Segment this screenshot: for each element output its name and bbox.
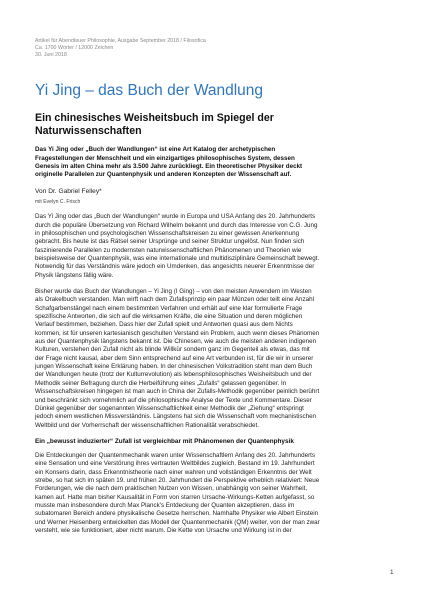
paragraph-line: Forderungen, wie die nach dem praktischen Nutzen von Wissen, unabhängig von seiner Wahrheit, bbox=[35, 485, 308, 493]
paragraph-line: kamen auf. Hatte man bisher Kausalität in Form von starren Ursache-Wirkungs-Ketten aufgefasst, so bbox=[35, 493, 315, 501]
article-meta bbox=[35, 38, 397, 59]
page-number: 1 bbox=[390, 569, 394, 576]
paragraph-line: kommen, ist für unseren kartesianisch geschulten Verstand ein Problem, auch wenn dieses Phänomen bbox=[35, 329, 320, 337]
meta-line-date: 30. Juni 2018 bbox=[35, 52, 67, 58]
lead-line: Genesis im alten China mehr als 3.500 Jahre zurückliegt. Ein theoretischer Physiker deckt bbox=[35, 163, 303, 171]
paragraph-line: Wissenschaftskreisen hingegen ist man auch in China der Zufalls-Methodik gegenüber peinlich berührt bbox=[35, 388, 320, 396]
paragraph-line: beispielsweise der Quantenphysik, was eine internationale und multidisziplinäre Gemeinschaft bewegt. bbox=[35, 255, 320, 262]
paragraph-line: in philosophischen und psychologischen Wissenschaftskreisen zu einer gewissen Anerkennung bbox=[35, 229, 300, 237]
paragraph-line: Schafgarbenstängel nach einem bestimmten Verfahren und erhält auf eine klar formulierte Frage bbox=[35, 304, 303, 312]
paragraph-line: und Werner Heisenberg entwickelten das Modell der Quantenmechanik (QM) weiter, von der man zwar bbox=[35, 518, 320, 526]
body-paragraph-3 bbox=[35, 452, 397, 535]
paragraph-line: durch die populäre Übersetzung von Richard Wilhelm bekannt und durch das Interesse von C.G. Jung bbox=[35, 221, 318, 229]
paragraph-line: Verlauf bestimmen, beziehen. Dass hier der Zufall spielt und Antworten quasi aus dem Nichts bbox=[35, 321, 293, 329]
paragraph-line: Bisher wurde das Buch der Wandlungen – Yi Jing (I Ging) – von den meisten Anwendern im Westen bbox=[35, 288, 312, 296]
coauthor-byline: mit Evelyn C. Frisch bbox=[35, 198, 81, 205]
paragraph-line: Weltbild und der Vorherrschaft der wissenschaftlichen Rationalität verabschiedet. bbox=[35, 421, 259, 429]
paragraph-line: der Frage nicht kausal, aber dem Sinn entsprechend auf eine Art verbunden ist, für die wir in unserer bbox=[35, 354, 314, 362]
paragraph-line: aus der Quantenphysik längstens bekannt ist. Die Chinesen, wie auch die meisten anderen indigenen bbox=[35, 338, 317, 346]
paragraph-line: Methodik seiner Befragung durch die Herbeiführung eines „Zufalls“ gelassen gegenüber. In bbox=[35, 379, 287, 387]
paragraph-line: versteht, wie sie funktioniert, aber nicht warum. Die Kette von Ursache und Wirkung ist in der bbox=[35, 526, 292, 534]
subtitle-line: Ein chinesisches Weisheitsbuch im Spiegel der bbox=[35, 112, 274, 124]
lead-line: Fragestellungen der Menschheit und ein einzigartiges philosophisches System, dessen bbox=[35, 154, 295, 162]
paragraph-line: subatomaren Bereich andere physikalische Gesetze herrschen. Namhafte Physiker wie Albert Einstein bbox=[35, 510, 319, 518]
paragraph-line: faszinierende Parallelen zu modernsten naturwissenschaftlichen Phänomenen und Theorien wie bbox=[35, 246, 302, 254]
subtitle-line: Naturwissenschaften bbox=[35, 125, 142, 138]
paragraph-line: gebracht. Bis heute ist das Rätsel seiner Ursprünge und seiner Struktur ungelöst. Nun finden sich bbox=[35, 238, 305, 246]
paragraph-line: Dünkel gegenüber der sogenannten Wissenschaftlichkeit einer Methodik der „Ziehung“ entspringt bbox=[35, 404, 304, 412]
paragraph-line: jedoch einem westlichen Missverständnis. Längstens hat sich die Wissenschaft vom mechanistischen bbox=[35, 413, 317, 421]
body-paragraph-2 bbox=[35, 288, 397, 430]
paragraph-line: musste man insbesondere durch Max Planck's Entdeckung der Quanten akzeptieren, dass im bbox=[35, 501, 295, 509]
article-subtitle bbox=[35, 112, 397, 138]
author-byline: Von Dr. Gabriel Felley* bbox=[35, 187, 102, 195]
paragraph-line: Kulturen, verstehen den Zufall nicht als blinde Willkür sondern ganz im Gegenteil als etwas, das mit bbox=[35, 346, 310, 354]
paragraph-line: als Orakelbuch verstanden. Man wirft nach dem Zufallsprinzip ein paar Münzen oder teilt eine Anzahl bbox=[35, 296, 314, 304]
body-paragraph-1 bbox=[35, 213, 397, 280]
document-page bbox=[35, 38, 397, 535]
lead-line: originelle Parallelen zur Quantenphysik und anderen Konzepten der Wissenschaft auf. bbox=[35, 171, 292, 179]
article-title: Yi Jing – das Buch der Wandlung bbox=[35, 82, 264, 99]
paragraph-line: und beschränkt sich vornehmlich auf die philosophische Analyse der Texte und Kommentare. Dieser bbox=[35, 396, 312, 404]
paragraph-line: strebe, so hat sich im späten 19. und frühen 20. Jahrhundert die Perspektive erheblich relativiert: Neue bbox=[35, 476, 320, 484]
paragraph-line: Physik längstens fällig wäre. bbox=[35, 271, 114, 279]
paragraph-line: ein Konsens darin, dass Erkenntnistheorie nach einer wahren und vollständigen Erkenntnis der Welt bbox=[35, 468, 312, 476]
article-lead bbox=[35, 146, 397, 179]
meta-line-publication: Artikel für Abendteuer Philosophie, Ausgabe September 2018 / Filosofica bbox=[35, 38, 206, 44]
paragraph-line: jungen Wissenschaft keine Erklärung haben. In der chinesischen Volkstradition steht man dem Buch bbox=[35, 363, 313, 371]
paragraph-line: spezifische Antworten, die sich auf die wirksamen Kräfte, die eine Situation und deren möglichen bbox=[35, 313, 303, 321]
paragraph-line: eine Sensation und eine Verstörung ihres vertrauten Weltbildes zugleich. Bestand im 19. Jahrhundert bbox=[35, 460, 315, 468]
meta-line-length: Ca. 1700 Wörter / 12000 Zeichen bbox=[35, 45, 114, 51]
paragraph-line: Notwendig für das Verständnis wäre jedoch ein Umdenken, das angesichts neuerer Erkenntnisse der bbox=[35, 263, 315, 271]
lead-line: Das Yi Jing oder „Buch der Wandlungen“ ist eine Art Katalog der archetypischen bbox=[35, 146, 276, 154]
paragraph-line: Das Yi Jing oder das „Buch der Wandlungen“ wurde in Europa und USA Anfang des 20. Jahrhunderts bbox=[35, 213, 316, 221]
paragraph-line: der Wandlungen heute (trotz der Kulturrevolution) als lebensphilosophisches Weisheitsbuch und der bbox=[35, 371, 312, 379]
paragraph-line: Die Entdeckungen der Quantenmechanik waren unter Wissenschaftlern Anfang des 20. Jahrhunderts bbox=[35, 451, 316, 459]
section-heading: Ein „bewusst induzierter“ Zufall ist vergleichbar mit Phänomenen der Quantenphysik bbox=[35, 437, 294, 445]
